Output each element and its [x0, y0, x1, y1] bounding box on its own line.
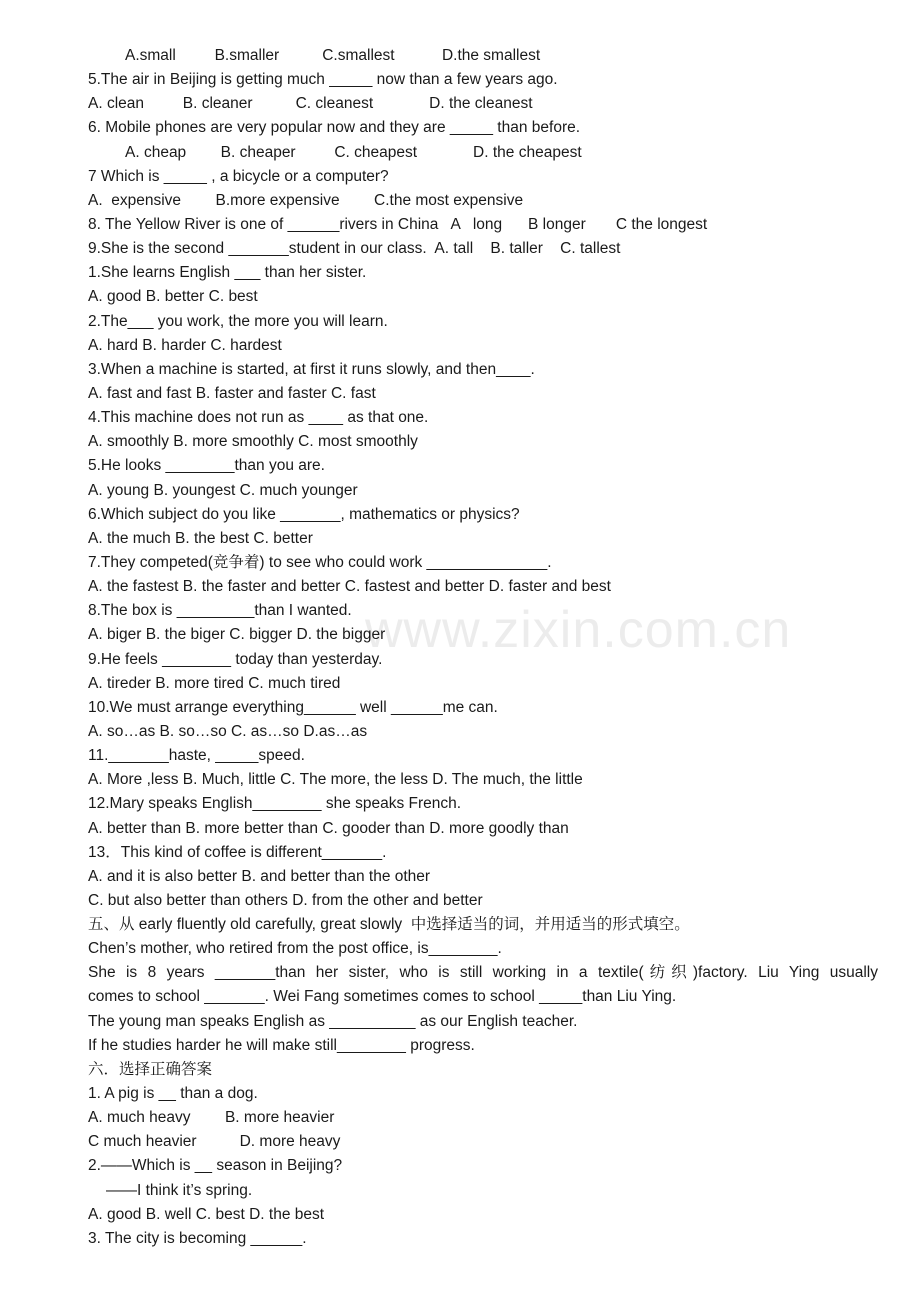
text-line: 8.The box is _________than I wanted.: [88, 602, 352, 620]
text-line: A. better than B. more better than C. gooder than D. more goodly than: [88, 819, 569, 837]
text-line: C. but also better than others D. from the other and better: [88, 891, 483, 909]
document-page: [88, 44, 878, 1251]
text-line: comes to school _______. Wei Fang sometimes comes to school _____than Liu Ying.: [88, 988, 677, 1006]
text-line: A. smoothly B. more smoothly C. most smoothly: [88, 433, 418, 451]
text-line: She is 8 years _______than her sister, who is still working in a textile(纺织)factory. Liu Ying usually: [88, 964, 878, 982]
text-line: 5.He looks ________than you are.: [88, 457, 325, 475]
text-line: A. young B. youngest C. much younger: [88, 481, 358, 499]
text-line: 9.He feels ________ today than yesterday.: [88, 650, 383, 668]
text-line: A. and it is also better B. and better than the other: [88, 867, 431, 885]
text-line: A. biger B. the biger C. bigger D. the bigger: [88, 626, 386, 644]
text-line: 6.Which subject do you like _______, mathematics or physics?: [88, 505, 520, 523]
text-line: 2.――Which is __ season in Beijing?: [88, 1157, 343, 1175]
text-line: A. tireder B. more tired C. much tired: [88, 674, 341, 692]
text-line: 1. A pig is __ than a dog.: [88, 1085, 258, 1103]
text-line: 2.The___ you work, the more you will learn.: [88, 312, 388, 330]
text-line: C much heavier D. more heavy: [88, 1133, 341, 1151]
text-line: 7 Which is _____ , a bicycle or a computer?: [88, 167, 389, 185]
text-line: 6. Mobile phones are very popular now and they are _____ than before.: [88, 119, 581, 137]
text-line: A. cheap B. cheaper C. cheapest D. the cheapest: [125, 143, 582, 161]
text-line: The young man speaks English as __________ as our English teacher.: [88, 1012, 578, 1030]
text-line: A. More ,less B. Much, little C. The more, the less D. The much, the little: [88, 771, 583, 789]
text-line: Chen’s mother, who retired from the post office, is________.: [88, 940, 502, 958]
text-line: If he studies harder he will make still________ progress.: [88, 1036, 475, 1054]
text-line: A. hard B. harder C. hardest: [88, 336, 282, 354]
text-line: 1.She learns English ___ than her sister.: [88, 264, 367, 282]
watermark-text: www.zixin.com.cn: [365, 601, 792, 659]
text-line: A. the fastest B. the faster and better C. fastest and better D. faster and best: [88, 578, 611, 596]
text-line: 10.We must arrange everything______ well ______me can.: [88, 698, 498, 716]
text-line: A. good B. well C. best D. the best: [88, 1205, 325, 1223]
text-line: 4.This machine does not run as ____ as that one.: [88, 409, 429, 427]
text-line: 12.Mary speaks English________ she speaks French.: [88, 795, 462, 813]
text-line: 5.The air in Beijing is getting much _____ now than a few years ago.: [88, 71, 558, 89]
text-line: A. good B. better C. best: [88, 288, 258, 306]
text-line: A. the much B. the best C. better: [88, 529, 313, 547]
text-line: 六．选择正确答案: [88, 1060, 213, 1078]
text-line: 13．This kind of coffee is different_______.: [88, 843, 387, 861]
text-line: 3. The city is becoming ______.: [88, 1229, 307, 1247]
text-line: 7.They competed(竞争着) to see who could work ______________.: [88, 553, 552, 571]
text-line: 8. The Yellow River is one of ______rivers in China A long B longer C the longest: [88, 215, 708, 233]
text-line: 3.When a machine is started, at first it runs slowly, and then____.: [88, 360, 535, 378]
text-line: 五、从 early fluently old carefully, great slowly 中选择适当的词，并用适当的形式填空。: [88, 916, 690, 934]
text-line: A. much heavy B. more heavier: [88, 1109, 335, 1127]
text-line: A. so…as B. so…so C. as…so D.as…as: [88, 722, 368, 740]
text-line: 11._______haste, _____speed.: [88, 747, 305, 765]
text-line: A. expensive B.more expensive C.the most expensive: [88, 191, 524, 209]
text-line: ――I think it’s spring.: [106, 1181, 253, 1199]
text-line: A.small B.smaller C.smallest D.the smallest: [125, 47, 541, 64]
text-line: 9.She is the second _______student in our class. A. tall B. taller C. tallest: [88, 240, 621, 258]
text-line: A. clean B. cleaner C. cleanest D. the cleanest: [88, 95, 533, 113]
text-line: A. fast and fast B. faster and faster C. fast: [88, 384, 376, 402]
